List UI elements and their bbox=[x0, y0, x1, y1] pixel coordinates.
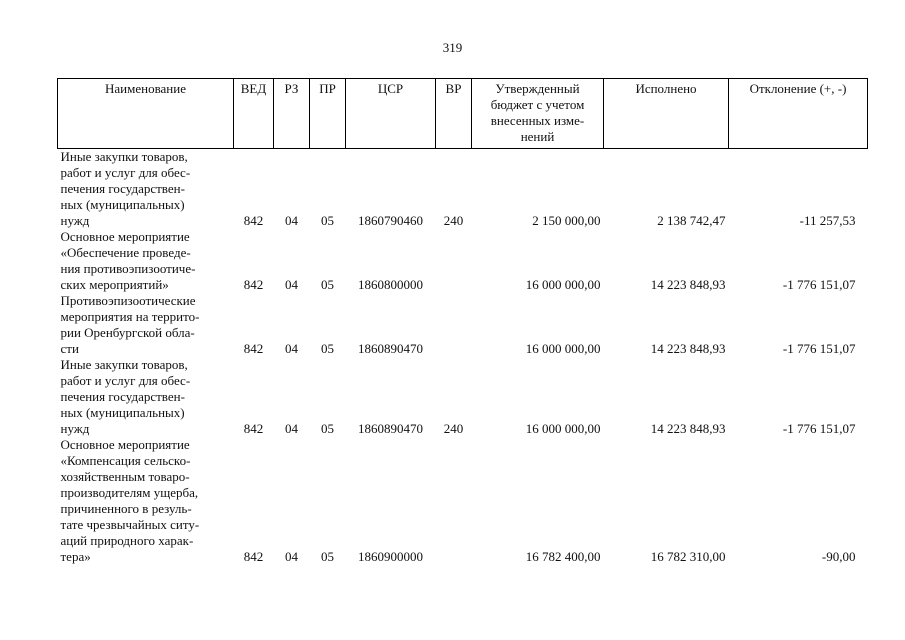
row-done: 14 223 848,93 bbox=[650, 421, 726, 436]
row-ved: 842 bbox=[243, 341, 264, 356]
row-deviation: -1 776 151,07 bbox=[782, 421, 856, 436]
header-csr: ЦСР bbox=[346, 79, 436, 149]
row-budget: 16 000 000,00 bbox=[525, 277, 601, 292]
row-csr: 1860800000 bbox=[358, 277, 423, 292]
row-budget: 16 782 400,00 bbox=[525, 549, 601, 564]
row-ved: 842 bbox=[243, 421, 264, 436]
row-pr: 05 bbox=[321, 549, 334, 564]
header-budget: Утвержденный бюджет с учетом внесенных изме-нений bbox=[472, 79, 604, 149]
row-budget: 16 000 000,00 bbox=[525, 421, 601, 436]
row-ved: 842 bbox=[243, 277, 264, 292]
table-row bbox=[58, 229, 868, 293]
row-pr: 05 bbox=[321, 277, 334, 292]
header-ved: ВЕД bbox=[234, 79, 274, 149]
header-name: Наименование bbox=[58, 79, 234, 149]
table-row bbox=[58, 437, 868, 565]
row-ved: 842 bbox=[243, 213, 264, 228]
row-name: Противоэпизоотические мероприятия на террито- рии Оренбургской обла- сти bbox=[60, 293, 200, 356]
row-done: 16 782 310,00 bbox=[650, 549, 726, 564]
page-number: 319 bbox=[442, 40, 463, 55]
row-name: Иные закупки товаров, работ и услуг для обес- печения государствен- ных (муниципальных) нужд bbox=[60, 149, 191, 228]
header-deviation: Отклонение (+, -) bbox=[729, 79, 868, 149]
row-csr: 1860900000 bbox=[358, 549, 423, 564]
row-budget: 2 150 000,00 bbox=[532, 213, 601, 228]
row-deviation: -1 776 151,07 bbox=[782, 277, 856, 292]
row-name: Основное мероприятие «Компенсация сельско- хозяйственным товаро- производителям ущерба, причиненного в резуль- тате чрезвычайных ситу- аций природного харак- тера» bbox=[60, 437, 200, 564]
row-budget: 16 000 000,00 bbox=[525, 341, 601, 356]
row-vr bbox=[436, 229, 472, 293]
table-row bbox=[58, 293, 868, 357]
row-deviation: -11 257,53 bbox=[799, 213, 856, 228]
row-deviation: -1 776 151,07 bbox=[782, 341, 856, 356]
row-pr: 05 bbox=[321, 421, 334, 436]
table-header bbox=[58, 79, 868, 149]
row-vr: 240 bbox=[443, 421, 464, 436]
row-pr: 05 bbox=[321, 213, 334, 228]
header-rz: РЗ bbox=[274, 79, 310, 149]
row-vr bbox=[436, 437, 472, 565]
row-done: 2 138 742,47 bbox=[657, 213, 726, 228]
table-body bbox=[58, 149, 868, 566]
header-vr: ВР bbox=[436, 79, 472, 149]
row-vr bbox=[436, 293, 472, 357]
header-done: Исполнено bbox=[604, 79, 729, 149]
row-rz: 04 bbox=[285, 341, 298, 356]
header-pr: ПР bbox=[310, 79, 346, 149]
table-row bbox=[58, 357, 868, 437]
row-csr: 1860890470 bbox=[358, 341, 423, 356]
row-pr: 05 bbox=[321, 341, 334, 356]
row-name: Иные закупки товаров, работ и услуг для обес- печения государствен- ных (муниципальных) нужд bbox=[60, 357, 191, 436]
row-rz: 04 bbox=[285, 549, 298, 564]
row-done: 14 223 848,93 bbox=[650, 277, 726, 292]
row-ved: 842 bbox=[243, 549, 264, 564]
row-rz: 04 bbox=[285, 213, 298, 228]
row-vr: 240 bbox=[443, 213, 464, 228]
row-name: Основное мероприятие «Обеспечение проведе- ния противоэпизоотиче- ских мероприятий» bbox=[60, 229, 196, 292]
row-done: 14 223 848,93 bbox=[650, 341, 726, 356]
row-csr: 1860890470 bbox=[358, 421, 423, 436]
row-csr: 1860790460 bbox=[358, 213, 423, 228]
row-deviation: -90,00 bbox=[821, 549, 856, 564]
table-row bbox=[58, 149, 868, 230]
row-rz: 04 bbox=[285, 421, 298, 436]
budget-table bbox=[57, 78, 868, 565]
row-rz: 04 bbox=[285, 277, 298, 292]
